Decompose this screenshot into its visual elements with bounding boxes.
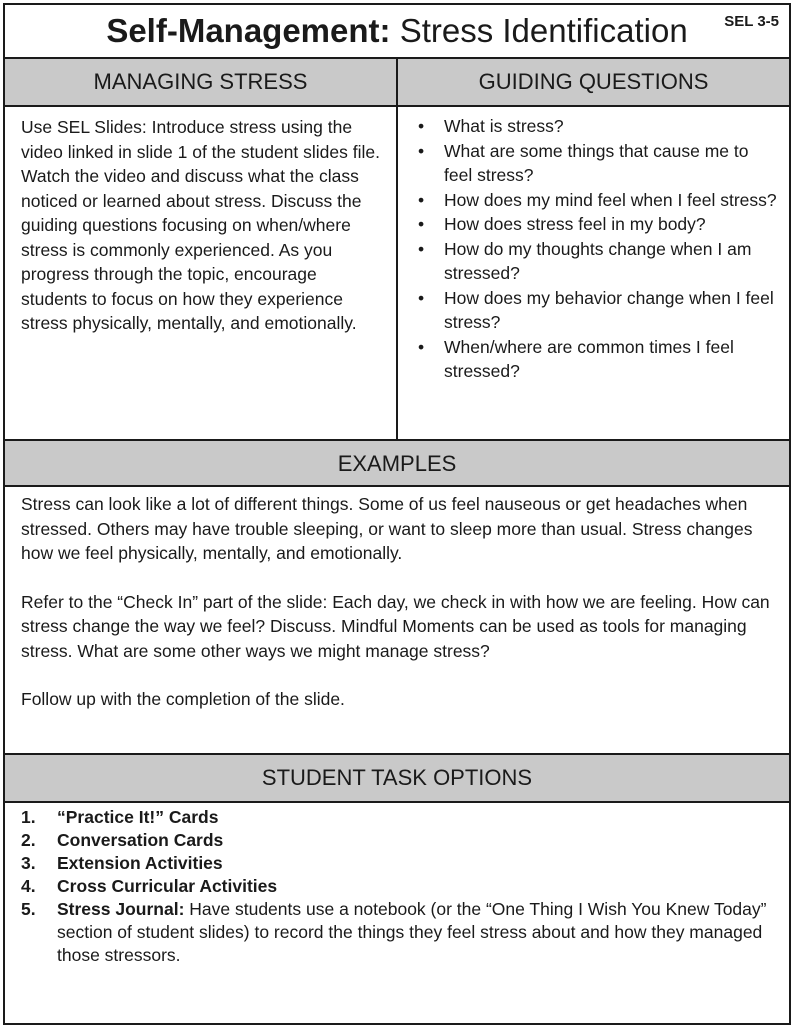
task-title: Conversation Cards — [57, 830, 224, 850]
examples-paragraph: Stress can look like a lot of different things. Some of us feel nauseous or get headaches when stressed. Others may have trouble sleeping, or want to sleep more than usual. Stress changes how we feel physically, mentally, and emotionally. — [21, 494, 753, 563]
task-item — [21, 806, 773, 829]
task-item — [21, 898, 773, 967]
list-item: • How does stress feel in my body? — [412, 212, 779, 237]
examples-paragraph: Refer to the “Check In” part of the slide: Each day, we check in with how we are feeling. How can stress change the way we feel? Discuss. Mindful Moments can be used as tools for managing stress. What are some other ways we might manage stress? — [21, 591, 770, 661]
list-item: • What are some things that cause me to feel stress? — [412, 139, 779, 188]
examples-cell — [5, 487, 789, 755]
guiding-questions-cell — [398, 107, 789, 439]
guiding-questions-list — [412, 114, 779, 384]
task-item — [21, 875, 773, 898]
lesson-sheet — [3, 3, 791, 1025]
page-title — [5, 11, 789, 51]
task-title: “Practice It!” Cards — [57, 807, 219, 827]
task-description: Have students use a notebook (or the “One Thing I Wish You Knew Today” section of student slides) to record the things they feel stress about and how they managed those stressors. — [57, 899, 767, 965]
managing-stress-header: MANAGING STRESS — [5, 59, 398, 107]
managing-stress-cell — [5, 107, 398, 439]
list-item: • When/where are common times I feel stressed? — [412, 335, 779, 384]
list-item: • How does my mind feel when I feel stress? — [412, 188, 779, 213]
task-title: Extension Activities — [57, 853, 223, 873]
task-number: 3. — [21, 853, 36, 873]
student-task-options-cell — [5, 803, 789, 967]
list-item: • How does my behavior change when I feel stress? — [412, 286, 779, 335]
task-list — [21, 806, 773, 967]
managing-stress-text: Use SEL Slides: Introduce stress using the video linked in slide 1 of the student slides file. Watch the video and discuss what the class noticed or learned about stress. Discuss the guiding questions focusing on when/where stress is commonly experienced. As you progress through the topic, encourage students to focus on how they experience stress physically, mentally, and emotionally. — [21, 117, 380, 333]
task-title: Stress Journal: — [57, 899, 185, 919]
guiding-questions-header: GUIDING QUESTIONS — [398, 59, 789, 107]
task-number: 2. — [21, 830, 36, 850]
task-title: Cross Curricular Activities — [57, 876, 278, 896]
task-number: 4. — [21, 876, 36, 896]
task-number: 5. — [21, 899, 36, 919]
examples-header: EXAMPLES — [5, 439, 789, 487]
list-item: • What is stress? — [412, 114, 779, 139]
task-item — [21, 829, 773, 852]
examples-paragraph: Follow up with the completion of the slide. — [21, 689, 345, 709]
title-bar — [5, 5, 789, 59]
list-item: • How do my thoughts change when I am stressed? — [412, 237, 779, 286]
grade-tag: SEL 3-5 — [724, 13, 779, 30]
task-number: 1. — [21, 807, 36, 827]
task-item — [21, 852, 773, 875]
student-task-options-header: STUDENT TASK OPTIONS — [5, 755, 789, 803]
title-normal: Stress Identification — [399, 12, 688, 49]
title-bold: Self-Management: — [106, 12, 391, 49]
